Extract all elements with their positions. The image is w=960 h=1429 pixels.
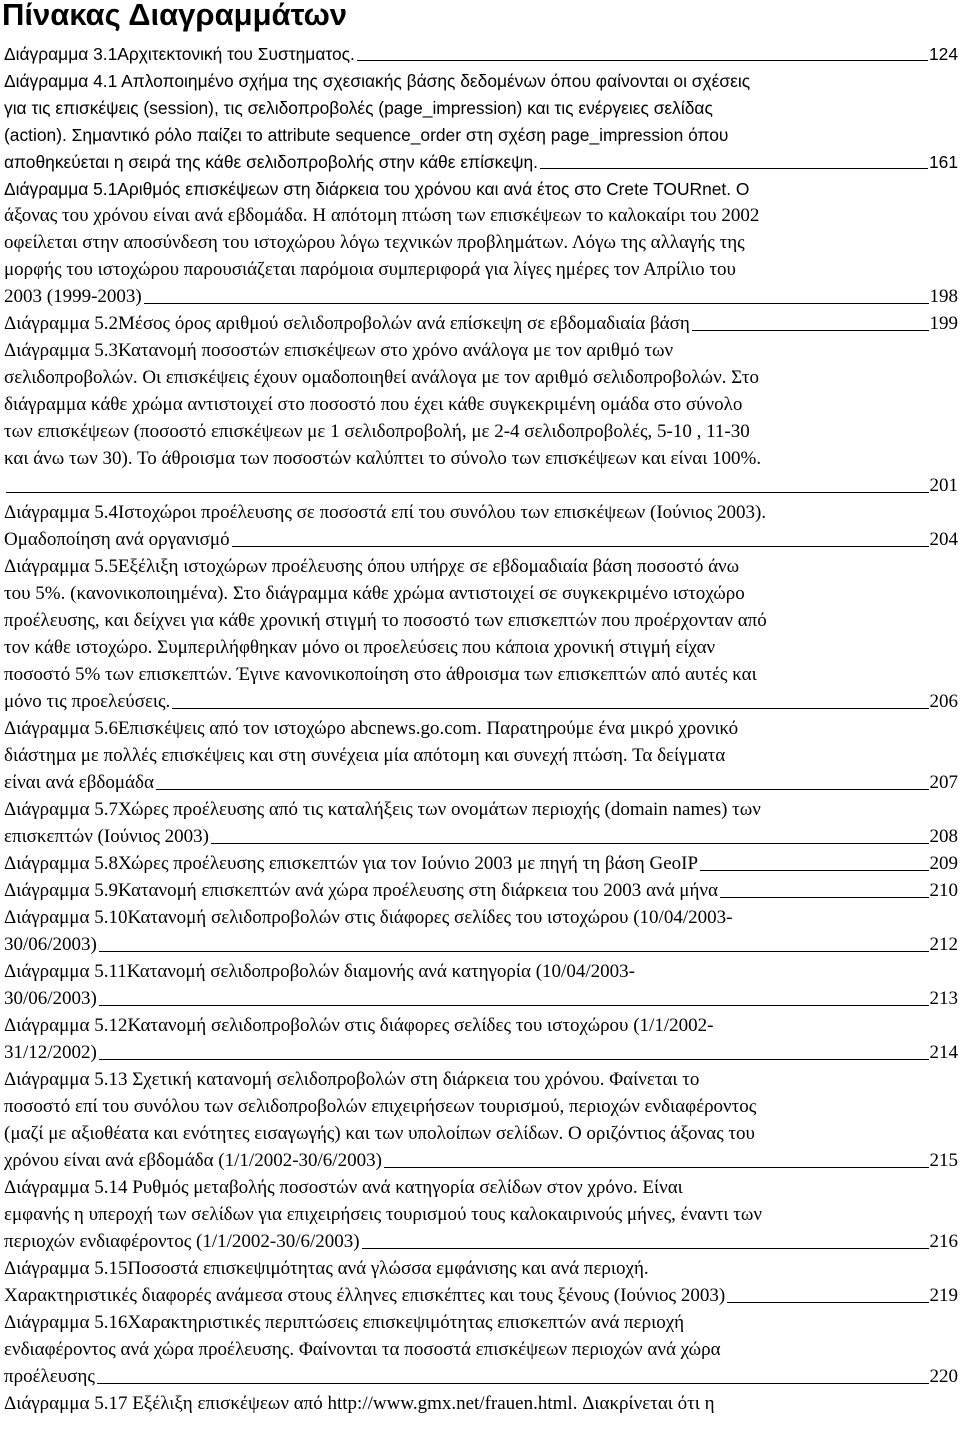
toc-entry-text: του 5%. (κανονικοποιημένα). Στο διάγραμμα κάθε χρώμα αντιστοιχεί σε συγκεκριμένο ιστοχώρο — [4, 583, 745, 604]
toc-entry-line[interactable] — [4, 850, 958, 878]
toc-leader-line — [99, 931, 929, 952]
toc-entry-text: Διάγραμμα 5.9Κατανομή επισκεπτών ανά χώρα προέλευσης στη διάρκεια του 2003 ανά μήνα — [4, 880, 718, 901]
toc-leader-line — [156, 769, 929, 790]
toc-page-number: 199 — [929, 313, 958, 334]
toc-entry-line[interactable] — [4, 1309, 958, 1337]
toc-entry-text: προέλευσης — [4, 1366, 95, 1387]
toc-entry-line[interactable] — [4, 391, 958, 419]
toc-page-number: 210 — [929, 880, 958, 901]
toc-entry-line[interactable] — [4, 499, 958, 527]
toc-leader-line — [727, 1282, 928, 1303]
toc-entry-line[interactable] — [4, 553, 958, 581]
toc-entry-text: Διάγραμμα 5.3Κατανομή ποσοστών επισκέψεων στο χρόνο ανάλογα με τον αριθμό των — [4, 340, 674, 361]
toc-page-number: 124 — [928, 44, 958, 64]
toc-entry-text: 30/06/2003) — [4, 988, 97, 1009]
toc-entry-line[interactable] — [4, 256, 958, 284]
toc-leader-line — [232, 526, 929, 547]
toc-entry-text: Διάγραμμα 5.6Επισκέψεις από τον ιστοχώρο abcnews.go.com. Παρατηρούμε ένα μικρό χρονικό — [4, 718, 739, 739]
toc-leader-line — [211, 823, 929, 844]
toc-entry-text: διάγραμμα κάθε χρώμα αντιστοιχεί στο ποσοστό που έχει κάθε συγκεκριμένη ομάδα στο σύνολο — [4, 394, 743, 415]
toc-entry-text: μόνο τις προελεύσεις. — [4, 691, 171, 712]
toc-entry-text: Διάγραμμα 5.1Αριθμός επισκέψεων στη διάρκεια του χρόνου και ανά έτος στο Crete TOURnet. Ο — [4, 179, 750, 199]
toc-entry-line[interactable] — [4, 823, 958, 851]
toc-leader-line — [172, 688, 928, 709]
toc-entry-text: εμφανής η υπεροχή των σελίδων για επιχειρήσεις τουρισμού τους καλοκαιρινούς μήνες, έναντι των — [4, 1204, 762, 1225]
toc-entry-text: Διάγραμμα 5.10Κατανομή σελιδοπροβολών στις διάφορες σελίδες του ιστοχώρου (10/04/2003- — [4, 907, 733, 928]
toc-entry-line[interactable] — [4, 796, 958, 824]
toc-page-number: 207 — [929, 772, 958, 793]
toc-page-number: 209 — [929, 853, 958, 874]
toc-page-number: 213 — [929, 988, 958, 1009]
toc-entry-text: χρόνου είναι ανά εβδομάδα (1/1/2002-30/6/2003) — [4, 1150, 382, 1171]
toc-page-number: 215 — [929, 1150, 958, 1171]
toc-leader-line — [692, 310, 929, 331]
toc-page-number: 214 — [929, 1042, 958, 1063]
toc-entry-line[interactable] — [4, 310, 958, 338]
toc-entry-line[interactable] — [4, 175, 958, 203]
toc-entry-text: Διάγραμμα 5.4Ιστοχώροι προέλευσης σε ποσοστά επί του συνόλου των επισκέψεων (Ιούνιος 2003). — [4, 502, 767, 523]
toc-entry-line[interactable] — [4, 229, 958, 257]
toc-entry-line[interactable] — [4, 337, 958, 365]
toc-page-number: 198 — [929, 286, 958, 307]
toc-page-number: 206 — [929, 691, 958, 712]
toc-entry-line[interactable] — [4, 1201, 958, 1229]
toc-entry-line[interactable] — [4, 1255, 958, 1283]
toc-entry-text: οφείλεται στην αποσύνδεση του ιστοχώρου λόγω τεχνικών προβλημάτων. Λόγω της αλλαγής της — [4, 232, 745, 253]
toc-entry-line[interactable] — [4, 1228, 958, 1256]
toc-entry-line[interactable] — [4, 1336, 958, 1364]
toc-entry-text: είναι ανά εβδομάδα — [4, 772, 154, 793]
toc-entry-line[interactable] — [4, 688, 958, 716]
toc-entry-text: διάστημα με πολλές επισκέψεις και στη συνέχεια μία απότομη και συνεχή πτώση. Τα δείγματα — [4, 745, 726, 766]
toc-leader-line — [700, 850, 928, 871]
toc-entry-line[interactable] — [4, 40, 958, 68]
toc-leader-line — [99, 1039, 929, 1060]
toc-page-number: 201 — [929, 475, 958, 496]
toc-entry-line[interactable] — [4, 526, 958, 554]
toc-entry-text: 30/06/2003) — [4, 934, 97, 955]
toc-entry-text: Ομαδοποίηση ανά οργανισμό — [4, 529, 230, 550]
toc-entry-line[interactable] — [4, 94, 958, 122]
toc-entry-line[interactable] — [4, 1093, 958, 1121]
toc-entry-text: Διάγραμμα 5.7Χώρες προέλευσης από τις καταλήξεις των ονομάτων περιοχής (domain names) των — [4, 799, 761, 820]
toc-entry-text: Διάγραμμα 5.16Χαρακτηριστικές περιπτώσεις επισκεψιμότητας επισκεπτών ανά περιοχή — [4, 1312, 685, 1333]
toc-entry-line[interactable] — [4, 607, 958, 635]
toc-leader-line — [384, 1147, 929, 1168]
toc-entry-text: Διάγραμμα 5.12Κατανομή σελιδοπροβολών στις διάφορες σελίδες του ιστοχώρου (1/1/2002- — [4, 1015, 714, 1036]
toc-entry-text: αποθηκεύεται η σειρά της κάθε σελιδοπροβολής στην κάθε επίσκεψη. — [4, 152, 539, 172]
toc-entry-line[interactable] — [4, 202, 958, 230]
toc-entry-text: (μαζί με αξιοθέατα και ενότητες εισαγωγής) και των υπολοίπων σελίδων. Ο οριζόντιος άξονας του — [4, 1123, 755, 1144]
toc-page-number: 219 — [929, 1285, 958, 1306]
toc-entry-line[interactable] — [4, 1012, 958, 1040]
toc-entry-text: τον κάθε ιστοχώρο. Συμπεριλήφθηκαν μόνο οι προελεύσεις που κάποια χρονική στιγμή είχαν — [4, 637, 716, 658]
toc-entry-text: επισκεπτών (Ιούνιος 2003) — [4, 826, 209, 847]
toc-entry-text: ενδιαφέροντος ανά χώρα προέλευσης. Φαίνονται τα ποσοστά επισκέψεων περιοχών ανά χώρα — [4, 1339, 721, 1360]
toc-entry-line[interactable] — [4, 580, 958, 608]
toc-entry-text: 2003 (1999-2003) — [4, 286, 142, 307]
toc-entry-text: Διάγραμμα 5.17 Εξέλιξη επισκέψεων από http://www.gmx.net/frauen.html. Διακρίνεται ότι η — [4, 1393, 715, 1414]
toc-entry-line[interactable] — [4, 877, 958, 905]
toc-leader-line — [720, 877, 929, 898]
toc-entry-line[interactable] — [4, 121, 958, 149]
toc-entry-line[interactable] — [4, 904, 958, 932]
toc-entry-line[interactable] — [4, 742, 958, 770]
toc-entry-line[interactable] — [4, 283, 958, 311]
toc-entry-line[interactable] — [4, 958, 958, 986]
toc-entry-line[interactable] — [4, 472, 958, 500]
toc-page-number: 220 — [929, 1366, 958, 1387]
toc-entry-line[interactable] — [4, 445, 958, 473]
toc-entry-line[interactable] — [4, 661, 958, 689]
toc-page-number: 208 — [929, 826, 958, 847]
toc-entry-line[interactable] — [4, 67, 958, 95]
toc-entry-text: Διάγραμμα 5.5Εξέλιξη ιστοχώρων προέλευσης όπου υπήρχε σε εβδομαδιαία βάση ποσοστό άνω — [4, 556, 740, 577]
toc-entry-line[interactable] — [4, 634, 958, 662]
toc-entry-line[interactable] — [4, 985, 958, 1013]
toc-entry-line[interactable] — [4, 418, 958, 446]
toc-page-number: 212 — [929, 934, 958, 955]
toc-entry-text: Διάγραμμα 5.11Κατανομή σελιδοπροβολών διαμονής ανά κατηγορία (10/04/2003- — [4, 961, 635, 982]
toc-entry-text: Διάγραμμα 3.1Αρχιτεκτονική του Συστηματος. — [4, 44, 355, 64]
toc-entry-line[interactable] — [4, 148, 958, 176]
toc-entry-line[interactable] — [4, 1390, 958, 1418]
toc-entry-line[interactable] — [4, 1363, 958, 1391]
toc-entry-text: Διάγραμμα 4.1 Απλοποιημένο σχήμα της σχεσιακής βάσης δεδομένων όπου φαίνονται οι σχέσεις — [4, 71, 751, 91]
toc-entry-text: των επισκέψεων (ποσοστό επισκέψεων με 1 σελιδοπροβολή, με 2-4 σελιδοπροβολές, 5-10 , 11-30 — [4, 421, 750, 442]
toc-entry-text: περιοχών ενδιαφέροντος (1/1/2002-30/6/2003) — [4, 1231, 360, 1252]
toc-entry-line[interactable] — [4, 1147, 958, 1175]
toc-entry-text: και άνω των 30). Το άθροισμα των ποσοστών καλύπτει το σύνολο των επισκέψεων και είναι 100%. — [4, 448, 762, 469]
toc-entry-text: για τις επισκέψεις (session), τις σελιδοπροβολές (page_impression) και τις ενέργειες σελίδας — [4, 98, 713, 118]
toc-entry-text: Διάγραμμα 5.8Χώρες προέλευσης επισκεπτών για τον Ιούνιο 2003 με πηγή τη βάση GeoIP — [4, 853, 699, 874]
toc-entry-line[interactable] — [4, 1282, 958, 1310]
toc-page-number: 204 — [929, 529, 958, 550]
toc-entry-line[interactable] — [4, 364, 958, 392]
toc-entry-line[interactable] — [4, 931, 958, 959]
toc-entry-text: προέλευσης, και δείχνει για κάθε χρονική στιγμή το ποσοστό των επισκεπτών που προέρχονταν από — [4, 610, 767, 631]
toc-entry-text: Διάγραμμα 5.14 Ρυθμός μεταβολής ποσοστών ανά κατηγορία σελίδων στον χρόνο. Είναι — [4, 1177, 683, 1198]
toc-entry-text: Διάγραμμα 5.15Ποσοστά επισκεψιμότητας ανά γλώσσα εμφάνισης και ανά περιοχή. — [4, 1258, 649, 1279]
toc-entry-line[interactable] — [4, 1066, 958, 1094]
toc-entry-text: σελιδοπροβολών. Οι επισκέψεις έχουν ομαδοποιηθεί ανάλογα με τον αριθμό σελιδοπροβολών. Στο — [4, 367, 760, 388]
toc-entry-line[interactable] — [4, 1039, 958, 1067]
toc-page-number: 216 — [929, 1231, 958, 1252]
toc-leader-line — [99, 985, 929, 1006]
toc-leader-line — [357, 40, 928, 61]
toc-leader-line — [540, 148, 928, 169]
toc-entry-text: μορφής του ιστοχώρου παρουσιάζεται παρόμοια συμπεριφορά για λίγες ημέρες τον Απρίλιο του — [4, 259, 736, 280]
toc-entry-text: άξονας του χρόνου είναι ανά εβδομάδα. Η απότομη πτώση των επισκέψεων το καλοκαίρι του 2002 — [4, 205, 760, 226]
toc-entry-text: ποσοστό 5% των επισκεπτών. Έγινε κανονικοποίηση στο άθροισμα των επισκεπτών από αυτές και — [4, 664, 757, 685]
toc-page-number: 161 — [928, 152, 958, 172]
toc-leader-line — [6, 472, 929, 493]
toc-entry-text: ποσοστό επί του συνόλου των σελιδοπροβολών επιχειρήσεων τουρισμού, περιοχών ενδιαφέροντος — [4, 1096, 757, 1117]
toc-leader-line — [97, 1363, 929, 1384]
toc-entry-line[interactable] — [4, 1174, 958, 1202]
toc-entry-line[interactable] — [4, 1120, 958, 1148]
toc-entry-text: Διάγραμμα 5.13 Σχετική κατανομή σελιδοπροβολών στη διάρκεια του χρόνου. Φαίνεται το — [4, 1069, 700, 1090]
page-title: Πίνακας Διαγραμμάτων — [2, 0, 348, 32]
toc-leader-line — [362, 1228, 929, 1249]
toc-entry-line[interactable] — [4, 769, 958, 797]
toc-entry-text: Διάγραμμα 5.2Μέσος όρος αριθμού σελιδοπροβολών ανά επίσκεψη σε εβδομαδιαία βάση — [4, 313, 690, 334]
toc-entry-text: (action). Σημαντικό ρόλο παίζει το attribute sequence_order στη σχέση page_impression όπου — [4, 125, 729, 145]
toc-entry-text: Χαρακτηριστικές διαφορές ανάμεσα στους έλληνες επισκέπτες και τους ξένους (Ιούνιος 2003) — [4, 1285, 726, 1306]
toc-entry-line[interactable] — [4, 715, 958, 743]
toc-entry-text: 31/12/2002) — [4, 1042, 97, 1063]
toc-leader-line — [144, 283, 929, 304]
